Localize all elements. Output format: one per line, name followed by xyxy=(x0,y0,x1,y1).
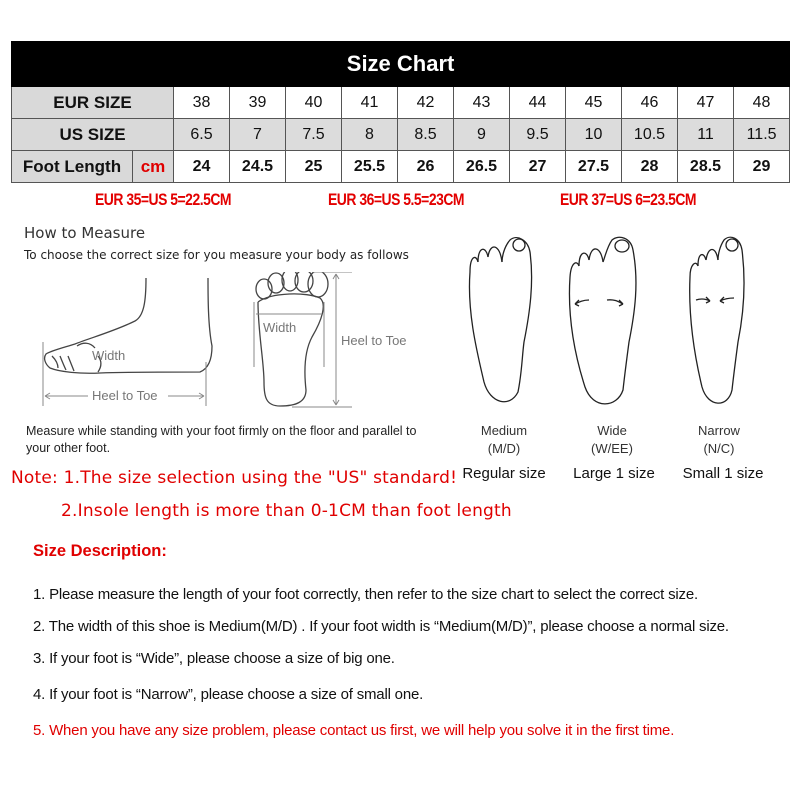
us-size-cell: 9.5 xyxy=(510,119,566,151)
eur-size-cell: 41 xyxy=(342,87,398,119)
narrow-width-label xyxy=(674,422,764,458)
size-description-item-4: 4. If your foot is “Narrow”, please choose a size of small one. xyxy=(33,686,424,703)
sole-heel-to-toe-label: Heel to Toe xyxy=(341,333,407,348)
us-size-cell: 6.5 xyxy=(174,119,230,151)
eur-size-cell: 44 xyxy=(510,87,566,119)
size-description-item-1: 1. Please measure the length of your foot correctly, then refer to the size chart to select the correct size. xyxy=(33,586,698,603)
eur-size-row xyxy=(12,87,790,119)
eur-size-cell: 43 xyxy=(454,87,510,119)
measure-instruction: Measure while standing with your foot firmly on the floor and parallel to your other foot. xyxy=(26,424,417,455)
foot-length-unit: cm xyxy=(133,151,174,183)
foot-length-cell: 28.5 xyxy=(678,151,734,183)
wide-code: (W/EE) xyxy=(591,441,633,456)
us-size-cell: 10 xyxy=(566,119,622,151)
foot-length-cell: 26 xyxy=(398,151,454,183)
foot-length-cell: 27 xyxy=(510,151,566,183)
eur-size-label: EUR SIZE xyxy=(12,87,174,119)
medium-foot-icon xyxy=(462,232,537,412)
eur-size-cell: 39 xyxy=(230,87,286,119)
medium-foot-diagram xyxy=(462,232,537,412)
foot-length-cell: 25.5 xyxy=(342,151,398,183)
sole-width-label: Width xyxy=(263,320,297,335)
side-heel-to-toe-label: Heel to Toe xyxy=(92,388,158,403)
wide-foot-diagram xyxy=(565,232,640,412)
narrow-name: Narrow xyxy=(698,423,740,438)
us-size-row xyxy=(12,119,790,151)
narrow-size-advice: Small 1 size xyxy=(682,465,764,482)
foot-length-cell: 25 xyxy=(286,151,342,183)
size-chart-table xyxy=(11,41,790,183)
wide-foot-icon xyxy=(565,232,640,412)
how-to-measure-title: How to Measure xyxy=(24,224,146,242)
narrow-foot-diagram xyxy=(684,232,749,412)
foot-length-cell: 29 xyxy=(734,151,790,183)
conversion-eur37: EUR 37=US 6=23.5CM xyxy=(560,190,697,209)
eur-size-cell: 42 xyxy=(398,87,454,119)
foot-length-cell: 27.5 xyxy=(566,151,622,183)
eur-size-cell: 38 xyxy=(174,87,230,119)
us-size-cell: 11.5 xyxy=(734,119,790,151)
foot-length-cell: 24 xyxy=(174,151,230,183)
narrow-code: (N/C) xyxy=(703,441,735,456)
us-size-cell: 7 xyxy=(230,119,286,151)
narrow-foot-icon xyxy=(684,232,749,412)
size-description-item-3: 3. If your foot is “Wide”, please choose a size of big one. xyxy=(33,650,395,667)
wide-name: Wide xyxy=(597,423,627,438)
note-line-1: Note: 1.The size selection using the "US" standard! xyxy=(11,468,458,488)
foot-length-row xyxy=(12,151,790,183)
sole-foot-diagram xyxy=(252,272,422,410)
us-size-cell: 8.5 xyxy=(398,119,454,151)
us-size-label: US SIZE xyxy=(12,119,174,151)
side-foot-diagram xyxy=(40,276,215,411)
wide-size-advice: Large 1 size xyxy=(573,465,655,482)
medium-name: Medium xyxy=(480,423,528,438)
medium-width-label xyxy=(459,422,549,458)
eur-size-cell: 40 xyxy=(286,87,342,119)
us-size-cell: 10.5 xyxy=(622,119,678,151)
us-size-cell: 8 xyxy=(342,119,398,151)
us-size-cell: 7.5 xyxy=(286,119,342,151)
us-size-cell: 9 xyxy=(454,119,510,151)
conversion-eur36: EUR 36=US 5.5=23CM xyxy=(328,190,465,209)
medium-size-advice: Regular size xyxy=(462,465,546,482)
medium-code: (M/D) xyxy=(487,441,521,456)
size-description-item-5: 5. When you have any size problem, please contact us first, we will help you solve it in the first time. xyxy=(33,722,675,739)
us-size-cell: 11 xyxy=(678,119,734,151)
eur-size-cell: 45 xyxy=(566,87,622,119)
size-chart-title: Size Chart xyxy=(12,42,790,87)
foot-length-cell: 26.5 xyxy=(454,151,510,183)
conversion-eur35: EUR 35=US 5=22.5CM xyxy=(95,190,232,209)
how-to-measure-subtitle: To choose the correct size for you measure your body as follows xyxy=(24,248,409,262)
eur-size-cell: 47 xyxy=(678,87,734,119)
eur-size-cell: 46 xyxy=(622,87,678,119)
size-description-title: Size Description: xyxy=(33,542,167,560)
size-description-item-2: 2. The width of this shoe is Medium(M/D) . If your foot width is “Medium(M/D)”, please choose a normal size. xyxy=(33,618,729,635)
eur-size-cell: 48 xyxy=(734,87,790,119)
wide-width-label xyxy=(567,422,657,458)
side-width-label: Width xyxy=(92,348,126,363)
foot-length-cell: 24.5 xyxy=(230,151,286,183)
foot-length-cell: 28 xyxy=(622,151,678,183)
note-line-2: 2.Insole length is more than 0-1CM than foot length xyxy=(61,501,512,521)
foot-length-label: Foot Length xyxy=(12,151,133,183)
